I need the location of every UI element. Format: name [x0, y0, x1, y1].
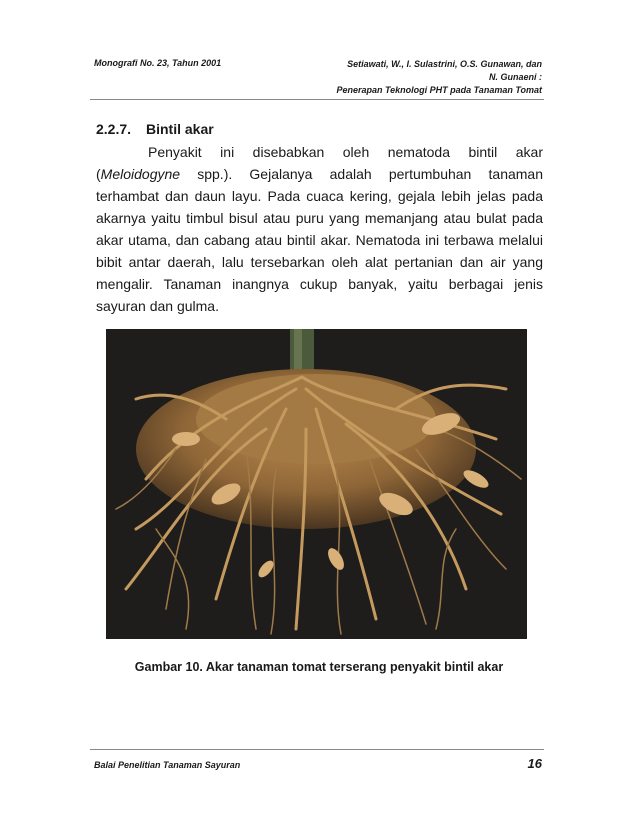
header-authors-line1: Setiawati, W., I. Sulastrini, O.S. Gunawan, dan — [347, 59, 542, 69]
section-number: 2.2.7. — [96, 121, 132, 137]
section-heading — [96, 121, 214, 137]
header-authors — [242, 58, 542, 97]
paragraph-text-1: Penyakit ini disebabkan oleh nematoda bintil akar ( — [96, 144, 543, 182]
header-divider — [90, 99, 544, 100]
header-authors-line2: N. Gunaeni : — [488, 72, 542, 82]
footer-divider — [90, 749, 544, 750]
header-publication: Monografi No. 23, Tahun 2001 — [94, 58, 222, 68]
footer-institution: Balai Penelitian Tanaman Sayuran — [94, 760, 241, 770]
paragraph-text-2: spp.). Gejalanya adalah pertumbuhan tanaman terhambat dan daun layu. Pada cuaca kering, gejala lebih jelas pada akarnya yaitu timbul bisul atau puru yang memanjang atau bulat pada akar utama, dan cabang atau bintil akar. Nematoda ini terbawa melalui bibit antar daerah, lalu tersebarkan oleh alat pertanian dan air yang mengalir. Tanaman inangnya cukup banyak, yaitu berbagai jenis sayuran dan gulma. — [96, 166, 543, 314]
header-book-title: Penerapan Teknologi PHT pada Tanaman Tomat — [336, 85, 542, 95]
section-title: Bintil akar — [146, 121, 214, 137]
species-name: Meloidogyne — [100, 166, 181, 182]
body-paragraph — [96, 141, 543, 317]
page-number: 16 — [527, 756, 542, 771]
root-knot-illustration — [106, 329, 527, 639]
figure-caption: Gambar 10. Akar tanaman tomat terserang penyakit bintil akar — [134, 660, 504, 674]
root-knot-photo — [106, 329, 527, 639]
